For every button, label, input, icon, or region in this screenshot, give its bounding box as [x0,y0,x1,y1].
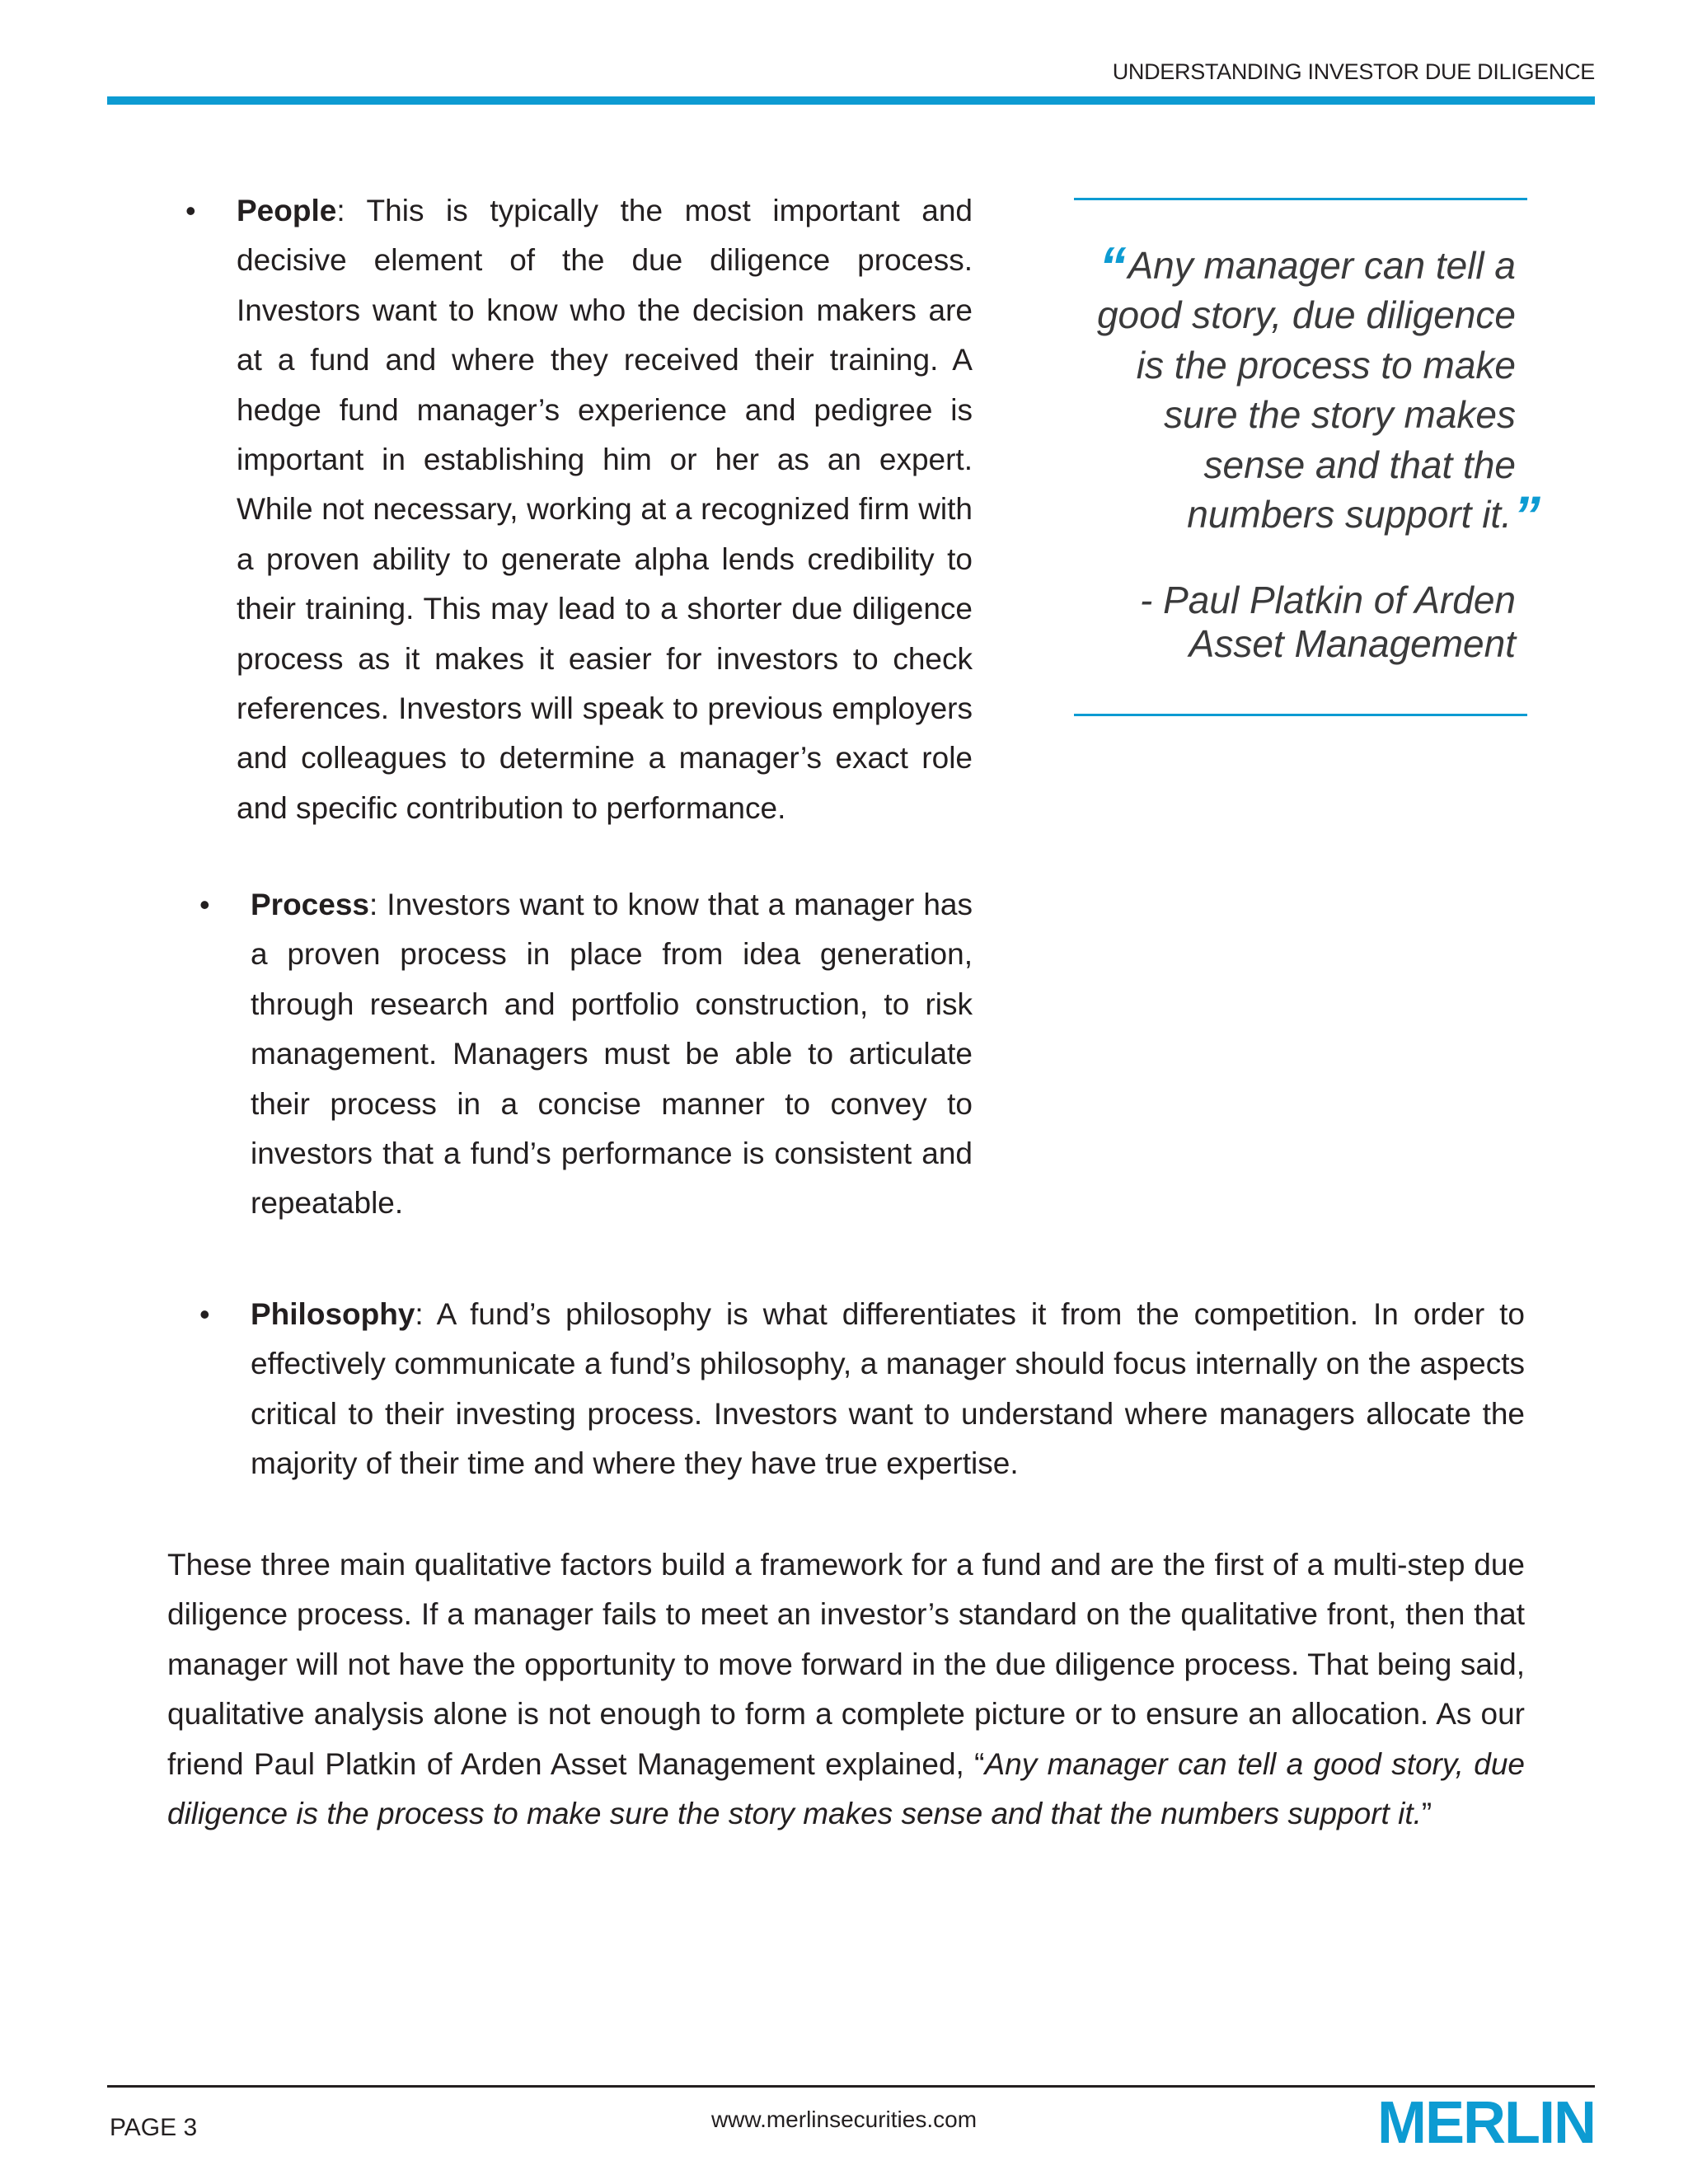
bullet-dot: • [199,1297,210,1331]
summary-paragraph [167,1540,1525,1839]
running-header-title: UNDERSTANDING INVESTOR DUE DILIGENCE [1112,59,1595,84]
pullquote-top-rule [1074,198,1527,200]
attribution-line: - Paul Platkin of Arden [1140,579,1516,621]
summary-text: These three main qualitative factors build a framework for a fund and are the first of a multi-step due diligence process. If a manager fails to meet an investor’s standard on the qualitative front, then that manager will not have the opportunity to move forward in the due diligence process. That being said, qualitative analysis alone is not enough to form a complete picture or to ensure an allocation. As our friend Paul Platkin of Arden Asset Management explained, “ [167,1548,1525,1781]
bullet-body [251,1290,1525,1489]
header-rule [107,96,1595,105]
summary-quote: Any manager can tell a good story, due diligence is the process to make sure the story makes sense and that the numbers support it. [167,1746,1525,1831]
bullet-text: : A fund’s philosophy is what differentiates it from the competition. In order to effectively communicate a fund’s philosophy, a manager should focus internally on the aspects critical to their investing process. Investors want to understand where managers allocate the majority of their time and where they have true expertise. [251,1297,1525,1481]
bullet-body [237,186,973,833]
pullquote-line: good story, due diligence [1096,293,1516,337]
bullet-dot: • [199,888,210,921]
pullquote-line: sense and that the [1203,443,1516,486]
bullet-dot: • [185,194,196,227]
pullquote-text: numbers support it. [1187,493,1512,537]
website-url: www.merlinsecurities.com [710,2107,978,2132]
attribution-line: Asset Management [1189,622,1516,665]
pullquote-text: Any manager can tell a [1128,244,1516,287]
pullquote-line [1074,236,1516,297]
pullquote [1074,236,1540,546]
bullet-text: : Investors want to know that a manager has a proven process in place from idea generation, through research and portfolio construction, to risk management. Managers must be able to articulate their process in a concise manner to convey to investors that a fund’s performance is consistent and repeatable. [251,888,973,1221]
open-quote-mark: “ [1099,236,1127,297]
bullet-body [251,880,973,1229]
bullet-term: Philosophy [251,1297,415,1331]
close-quote-mark: ” [1513,485,1540,546]
summary-close-quote: ” [1421,1797,1432,1831]
pullquote-attribution [1074,579,1516,666]
pullquote-line: sure the story makes [1164,393,1516,437]
merlin-logo: MERLIN [1377,2090,1595,2156]
footer-rule [107,2085,1595,2088]
pullquote-line: is the process to make [1136,343,1516,387]
bullet-term: People [237,194,337,227]
bullet-item-process [181,880,973,1229]
bullet-term: Process [251,888,369,921]
pullquote-bottom-rule [1074,714,1527,716]
pullquote-line [1074,485,1540,546]
bullet-item-people [181,186,973,833]
bullet-item-philosophy [181,1290,1525,1489]
bullet-text: : This is typically the most important and decisive element of the due diligence process. Investors want to know who the decision makers are at a fund and where they received their training. A hedge fund manager’s experience and pedigree is important in establishing him or her as an expert. While not necessary, working at a recognized firm with a proven ability to generate alpha lends credibility to their training. This may lead to a shorter due diligence process as it makes it easier for investors to check references. Investors will speak to previous employers and colleagues to determine a manager’s exact role and specific contribution to performance. [237,194,973,825]
page-number: PAGE 3 [110,2114,198,2141]
